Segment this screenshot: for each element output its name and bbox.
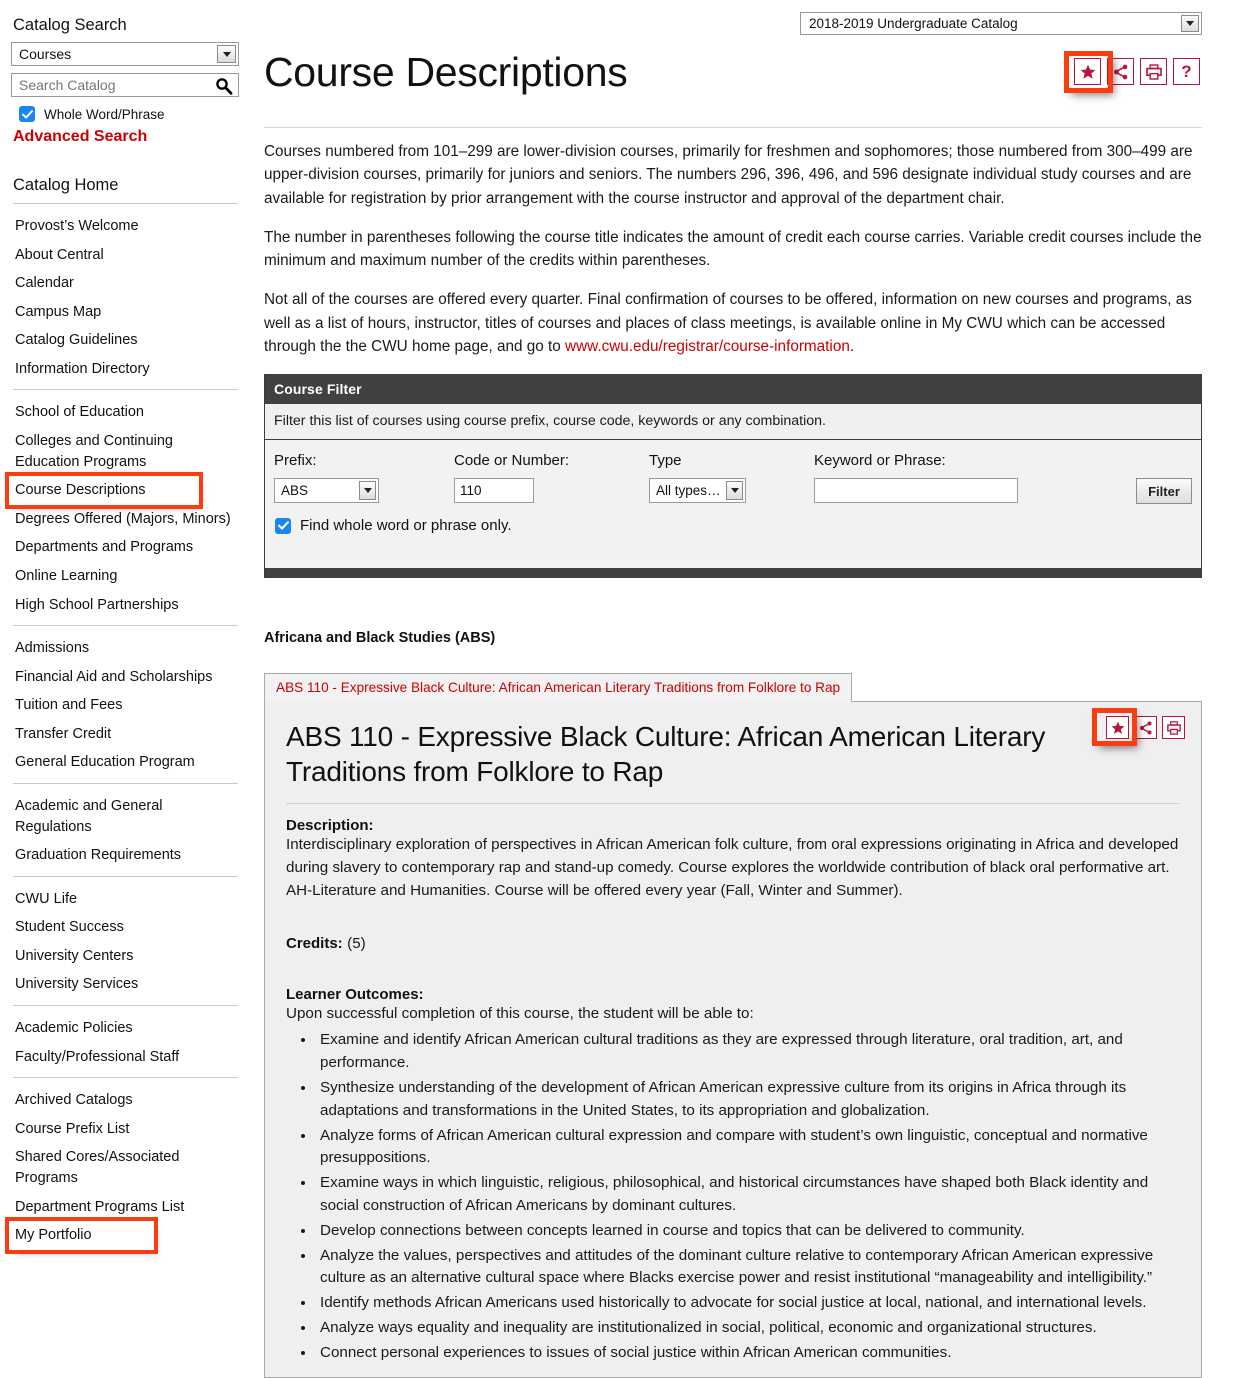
list-item: • Identify methods African Americans used historically to advocate for social justice at local, national, and international levels. bbox=[316, 1292, 1179, 1315]
list-item: • Analyze ways equality and inequality are institutionalized in social, political, economic and organizational structures. bbox=[316, 1317, 1179, 1340]
sidebar-item-university-centers[interactable]: University Centers bbox=[15, 947, 134, 964]
sidebar-item-catalog-home[interactable]: Catalog Home bbox=[13, 176, 119, 194]
search-icon[interactable] bbox=[215, 77, 232, 94]
type-label: Type bbox=[649, 452, 682, 469]
intro-p3-after: . bbox=[849, 337, 855, 355]
chevron-down-icon bbox=[217, 45, 236, 63]
sidebar-spacer bbox=[11, 146, 238, 176]
catalog-year-value: 2018-2019 Undergraduate Catalog bbox=[809, 16, 1018, 31]
learner-outcomes-intro: Upon successful completion of this course, the student will be able to: bbox=[286, 1004, 754, 1022]
sidebar-item-calendar[interactable]: Calendar bbox=[15, 275, 74, 292]
search-catalog-field[interactable] bbox=[11, 73, 239, 97]
list-item: • Synthesize understanding of the development of African American expressive culture from its origins in Africa through its adaptations and transformations in the United States, to its appropriation and globalization. bbox=[316, 1077, 1179, 1123]
page-title-row bbox=[262, 50, 1218, 126]
filter-button[interactable]: Filter bbox=[1136, 478, 1192, 504]
description-text: Interdisciplinary exploration of perspectives in African American folk culture, from oral expressions originating in Africa and developed during slavery to contemporary rap and stand-up comedy. Course explores the worldwide contribution of black oral performative art. AH-Literature and Humanities. Course will be offered every year (Fall, Winter and Summer). bbox=[286, 836, 1179, 900]
whole-word-checkbox-row[interactable] bbox=[19, 106, 238, 122]
sidebar-item-archived-catalogs[interactable]: Archived Catalogs bbox=[15, 1092, 133, 1109]
prefix-select[interactable] bbox=[274, 478, 379, 503]
sidebar-item-information-directory[interactable]: Information Directory bbox=[15, 360, 150, 377]
intro-paragraph-1: Courses numbered from 101–299 are lower-division courses, primarily for freshmen and sophomores; those numbered from 300–499 are upper-division courses, primarily for juniors and seniors. The numbers 296, 396, 496, and 596 designate individual study courses and are available for registration by prior arrangement with the course instructor and approval of the department chair. bbox=[264, 143, 1193, 207]
sidebar-item-general-education-program[interactable]: General Education Program bbox=[15, 754, 195, 771]
catalog-search-title: Catalog Search bbox=[13, 16, 127, 34]
filter-body-spacer bbox=[274, 534, 1192, 560]
prefix-field-wrap bbox=[274, 478, 454, 503]
credits-value: (5) bbox=[347, 934, 366, 952]
spacer bbox=[286, 970, 1179, 986]
course-title: ABS 110 - Expressive Black Culture: African American Literary Traditions from Folklore to Rap bbox=[286, 721, 1046, 787]
share-icon[interactable] bbox=[1134, 716, 1157, 739]
sidebar-item-school-of-education[interactable]: School of Education bbox=[15, 404, 144, 421]
search-scope-select[interactable] bbox=[11, 42, 239, 66]
find-whole-word-label: Find whole word or phrase only. bbox=[300, 517, 512, 534]
search-scope-value: Courses bbox=[19, 46, 72, 62]
share-icon[interactable] bbox=[1107, 58, 1134, 85]
keyword-input[interactable] bbox=[814, 478, 1018, 503]
course-filter-fields bbox=[274, 478, 1192, 504]
prefix-select-value: ABS bbox=[281, 483, 309, 498]
credits-label: Credits: bbox=[286, 934, 343, 952]
sidebar-item-online-learning[interactable]: Online Learning bbox=[15, 567, 118, 584]
course-filter-description: Filter this list of courses using course prefix, course code, keywords or any combination. bbox=[265, 404, 1201, 440]
course-card-wrap bbox=[264, 672, 1202, 1378]
type-field-wrap bbox=[649, 478, 814, 503]
whole-word-checkbox[interactable] bbox=[19, 106, 35, 122]
course-filter-labels bbox=[274, 452, 1192, 469]
sidebar-item-shared-cores-associated-programs[interactable]: Shared Cores/Associated Programs bbox=[15, 1149, 180, 1186]
learner-outcomes-list bbox=[286, 1029, 1179, 1364]
keyword-field-wrap bbox=[814, 478, 1114, 503]
add-to-portfolio-star-icon[interactable] bbox=[1106, 716, 1129, 739]
code-field-wrap bbox=[454, 478, 649, 503]
find-whole-word-row[interactable] bbox=[275, 517, 1192, 534]
learner-outcomes-label: Learner Outcomes: bbox=[286, 985, 424, 1003]
sidebar-item-graduation-requirements[interactable]: Graduation Requirements bbox=[15, 847, 182, 864]
list-item: • Develop connections between concepts learned in course and topics that can be delivered to community. bbox=[316, 1220, 1179, 1243]
prefix-label: Prefix: bbox=[274, 452, 317, 469]
sidebar-item-department-programs-list[interactable]: Department Programs List bbox=[15, 1198, 185, 1215]
sidebar-item-university-services[interactable]: University Services bbox=[15, 976, 139, 993]
main-content bbox=[252, 0, 1234, 1361]
divider bbox=[13, 1005, 238, 1006]
course-filter-heading: Course Filter bbox=[265, 375, 1201, 404]
course-filter-panel bbox=[264, 374, 1202, 578]
sidebar-item-about-central[interactable]: About Central bbox=[15, 246, 104, 263]
chevron-down-icon bbox=[359, 481, 376, 500]
description-section bbox=[286, 817, 1179, 902]
intro-text bbox=[262, 126, 1218, 358]
credits-section bbox=[286, 933, 1179, 956]
list-item: • Connect personal experiences to issues of social justice within African American communities. bbox=[316, 1342, 1179, 1365]
divider bbox=[264, 127, 1202, 128]
help-icon[interactable]: ? bbox=[1173, 58, 1200, 85]
intro-paragraph-3 bbox=[264, 288, 1202, 358]
sidebar-item-student-success[interactable]: Student Success bbox=[15, 919, 124, 936]
sidebar-item-tuition-and-fees[interactable]: Tuition and Fees bbox=[15, 697, 123, 714]
sidebar-item-campus-map[interactable]: Campus Map bbox=[15, 303, 102, 320]
course-card bbox=[264, 701, 1202, 1378]
sidebar-item-financial-aid-and-scholarships[interactable]: Financial Aid and Scholarships bbox=[15, 668, 213, 685]
learner-outcomes-section bbox=[286, 986, 1179, 1365]
divider bbox=[13, 389, 238, 390]
sidebar-item-cwu-life[interactable]: CWU Life bbox=[15, 890, 78, 907]
divider bbox=[13, 625, 238, 626]
sidebar-item-course-prefix-list[interactable]: Course Prefix List bbox=[15, 1120, 130, 1137]
department-heading: Africana and Black Studies (ABS) bbox=[264, 630, 496, 646]
description-label: Description: bbox=[286, 817, 374, 835]
divider bbox=[13, 1077, 238, 1078]
chevron-down-icon bbox=[726, 481, 743, 500]
page-toolbar bbox=[1074, 58, 1200, 85]
chevron-down-icon bbox=[1181, 15, 1199, 32]
sidebar-item-transfer-credit[interactable]: Transfer Credit bbox=[15, 725, 112, 742]
intro-p3-before: Not all of the courses are offered every quarter. Final confirmation of courses to be offered, information on new courses and programs, as well as a list of hours, instructor, titles of courses and places of class meetings, is available online in My CWU which can be accessed through the the CWU home page, and go to bbox=[264, 291, 1192, 355]
top-bar bbox=[262, 0, 1218, 44]
sidebar-item-colleges-and-continuing-education-programs[interactable]: Colleges and Continuing Education Programs bbox=[15, 433, 173, 470]
code-input[interactable] bbox=[454, 478, 534, 503]
print-icon[interactable] bbox=[1162, 716, 1185, 739]
list-item: • Examine and identify African American cultural traditions as they are expressed through literature, oral tradition, art, and performance. bbox=[316, 1029, 1179, 1075]
code-label: Code or Number: bbox=[454, 452, 570, 469]
keyword-label: Keyword or Phrase: bbox=[814, 452, 946, 469]
list-item: • Analyze the values, perspectives and attitudes of the dominant culture relative to contemporary African American expressive culture as an alternative cultural space where Blacks exercise power and resist institutional “manageability and intelligibility.” bbox=[316, 1245, 1179, 1291]
sidebar-item-academic-policies[interactable]: Academic Policies bbox=[15, 1020, 133, 1037]
course-toolbar bbox=[1106, 716, 1185, 739]
course-filter-footer bbox=[265, 568, 1201, 577]
sidebar-item-departments-and-programs[interactable]: Departments and Programs bbox=[15, 539, 194, 556]
search-input[interactable] bbox=[17, 74, 207, 96]
sidebar-item-provosts-welcome[interactable]: Provost’s Welcome bbox=[15, 218, 139, 234]
type-select[interactable] bbox=[649, 478, 746, 503]
sidebar-item-high-school-partnerships[interactable]: High School Partnerships bbox=[15, 596, 179, 613]
print-icon[interactable] bbox=[1140, 58, 1167, 85]
divider bbox=[13, 876, 238, 877]
divider bbox=[13, 203, 238, 204]
sidebar bbox=[0, 0, 252, 1350]
divider bbox=[286, 803, 1179, 804]
course-filter-body bbox=[265, 440, 1201, 568]
sidebar-item-catalog-guidelines[interactable]: Catalog Guidelines bbox=[15, 332, 138, 349]
whole-word-checkbox-label: Whole Word/Phrase bbox=[44, 106, 165, 122]
sidebar-item-course-descriptions[interactable]: Course Descriptions bbox=[9, 476, 199, 505]
sidebar-item-faculty-professional-staff[interactable]: Faculty/Professional Staff bbox=[15, 1048, 180, 1065]
sidebar-item-admissions[interactable]: Admissions bbox=[15, 640, 90, 657]
type-select-value: All types… bbox=[656, 483, 721, 498]
divider bbox=[13, 783, 238, 784]
sidebar-item-my-portfolio[interactable]: My Portfolio bbox=[9, 1221, 154, 1250]
spacer bbox=[286, 917, 1179, 933]
advanced-search-link[interactable]: Advanced Search bbox=[13, 128, 148, 145]
page-title: Course Descriptions bbox=[264, 49, 628, 95]
sidebar-item-degrees-offered[interactable]: Degrees Offered (Majors, Minors) bbox=[15, 510, 231, 527]
sidebar-item-academic-and-general-regulations[interactable]: Academic and General Regulations bbox=[15, 797, 163, 835]
catalog-year-select[interactable] bbox=[800, 12, 1202, 35]
add-to-portfolio-star-icon[interactable] bbox=[1074, 58, 1101, 85]
list-item: • Examine ways in which linguistic, religious, philosophical, and historical circumstances have shaped both Black identity and social construction of African Americans by dominant cultures. bbox=[316, 1172, 1179, 1218]
intro-paragraph-2: The number in parentheses following the course title indicates the amount of credit each course carries. Variable credit courses include the minimum and maximum number of the credits within parentheses. bbox=[264, 228, 1202, 269]
course-information-link[interactable]: www.cwu.edu/registrar/course-information bbox=[565, 337, 850, 355]
find-whole-word-checkbox[interactable] bbox=[275, 518, 291, 534]
course-tab-label[interactable]: ABS 110 - Expressive Black Culture: African American Literary Traditions from Folklore to Rap bbox=[264, 673, 852, 702]
list-item: • Analyze forms of African American cultural expression and compare with student’s own linguistic, conceptual and normative presuppositions. bbox=[316, 1125, 1179, 1171]
